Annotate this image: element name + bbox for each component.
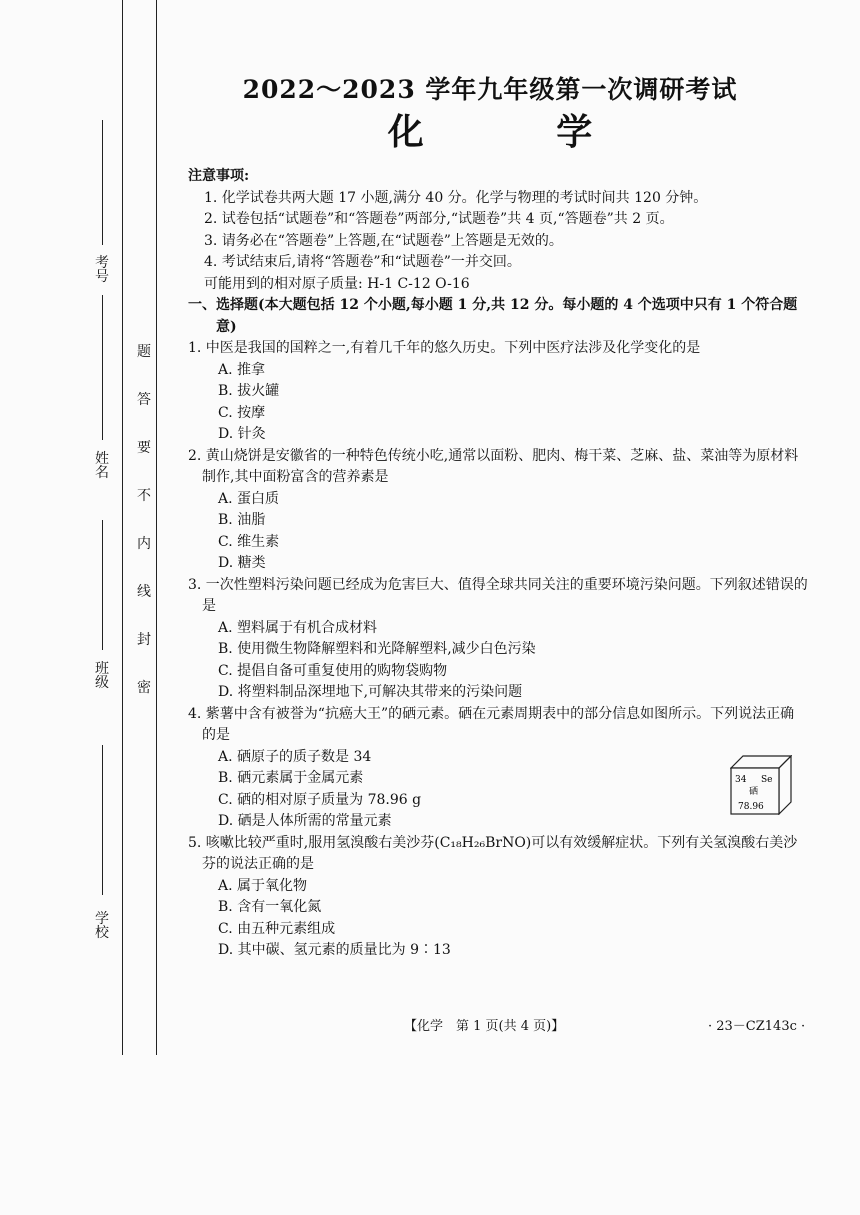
option: A. 属于氧化物 — [218, 877, 308, 894]
option: D. 糖类 — [218, 555, 266, 571]
label-name: 姓名 — [95, 451, 109, 481]
label-school: 学校 — [95, 911, 109, 941]
school-field[interactable] — [102, 745, 103, 895]
question-stem: 3. 一次性塑料污染问题已经成为危害巨大、值得全球共同关注的重要环境污染问题。下列叙述错误的是 — [188, 576, 808, 614]
seal-char: 不 — [137, 488, 151, 504]
question-stem: 1. 中医是我国的国粹之一,有着几千年的悠久历史。下列中医疗法涉及化学变化的是 — [188, 340, 701, 356]
seal-char: 答 — [137, 392, 151, 408]
class-field[interactable] — [102, 520, 103, 650]
notice-item: 3. 请务必在“答题卷”上答题,在“试题卷”上答题是无效的。 — [204, 232, 563, 249]
option: D. 将塑料制品深埋地下,可解决其带来的污染问题 — [218, 684, 523, 700]
notice-heading: 注意事项: — [188, 168, 250, 184]
name-field[interactable] — [102, 295, 103, 440]
seal-char: 密 — [137, 680, 151, 696]
seal-char: 线 — [137, 584, 151, 600]
option: B. 硒元素属于金属元素 — [218, 770, 364, 786]
question-4 — [188, 704, 808, 833]
option: D. 针灸 — [218, 426, 266, 442]
section-heading: 一、选择题(本大题包括 12 个小题,每小题 1 分,共 12 分。每小题的 4 个选项中只有 1 个符合题意) — [188, 297, 798, 335]
atomic-mass-line: 可能用到的相对原子质量: H-1 C-12 O-16 — [204, 275, 470, 292]
question-stem: 5. 咳嗽比较严重时,服用氢溴酸右美沙芬(C₁₈H₂₆BrNO)可以有效缓解症状。下列有关氢溴酸右美沙芬的说法正确的是 — [188, 834, 798, 872]
question-3 — [188, 575, 808, 704]
seal-char: 内 — [137, 536, 151, 552]
option: B. 油脂 — [218, 512, 266, 528]
selenium-element-card — [730, 755, 792, 815]
option: C. 由五种元素组成 — [218, 920, 336, 937]
seal-char: 要 — [137, 440, 151, 456]
notice-item: 2. 试卷包括“试题卷”和“答题卷”两部分,“试题卷”共 4 页,“答题卷”共 2 页。 — [204, 211, 674, 227]
exam-title: 2022～2023 学年九年级第一次调研考试 — [242, 75, 738, 104]
option: B. 含有一氧化氮 — [218, 899, 322, 915]
option: C. 提倡自备可重复使用的购物袋购物 — [218, 662, 448, 679]
option: C. 按摩 — [218, 404, 266, 421]
label-class: 班级 — [95, 661, 109, 691]
option: A. 塑料属于有机合成材料 — [218, 619, 378, 636]
element-number: 34 — [735, 775, 747, 785]
exam-number-field[interactable] — [102, 120, 103, 245]
seal-line-text — [136, 345, 152, 729]
option: A. 蛋白质 — [218, 490, 280, 507]
option: D. 硒是人体所需的常量元素 — [218, 813, 392, 829]
question-1 — [188, 338, 808, 446]
binding-line-inner — [156, 0, 157, 1055]
label-exam-number: 考号 — [95, 255, 109, 285]
option: C. 维生素 — [218, 533, 280, 550]
option: A. 推拿 — [218, 361, 266, 378]
question-stem: 4. 紫薯中含有被誉为“抗癌大王”的硒元素。硒在元素周期表中的部分信息如图所示。下列说法正确的是 — [188, 705, 795, 743]
exam-content — [188, 166, 808, 962]
notice-item: 4. 考试结束后,请将“答题卷”和“试题卷”一并交回。 — [204, 254, 521, 270]
question-2 — [188, 446, 808, 575]
option: C. 硒的相对原子质量为 78.96 g — [218, 791, 422, 808]
seal-char: 题 — [137, 344, 151, 360]
notice-item: 1. 化学试卷共两大题 17 小题,满分 40 分。化学与物理的考试时间共 120 分钟。 — [204, 189, 708, 206]
element-symbol: Se — [761, 775, 773, 785]
seal-char: 封 — [137, 632, 151, 648]
page-footer: 【化学 第 1 页(共 4 页)】 — [404, 1019, 565, 1034]
option: D. 其中碳、氢元素的质量比为 9∶13 — [218, 942, 451, 958]
question-stem: 2. 黄山烧饼是安徽省的一种特色传统小吃,通常以面粉、肥肉、梅干菜、芝麻、盐、菜油等为原材料制作,其中面粉富含的营养素是 — [188, 447, 799, 485]
element-mass: 78.96 — [738, 802, 764, 812]
option: B. 拔火罐 — [218, 383, 280, 399]
option: A. 硒原子的质子数是 34 — [218, 748, 372, 765]
paper-code: · 23－CZ143c · — [708, 1019, 806, 1034]
subject-title: 化 学 — [387, 111, 653, 153]
binding-line-outer — [122, 0, 123, 1055]
option: B. 使用微生物降解塑料和光降解塑料,减少白色污染 — [218, 641, 536, 657]
question-5 — [188, 833, 808, 962]
element-name: 硒 — [749, 787, 759, 797]
